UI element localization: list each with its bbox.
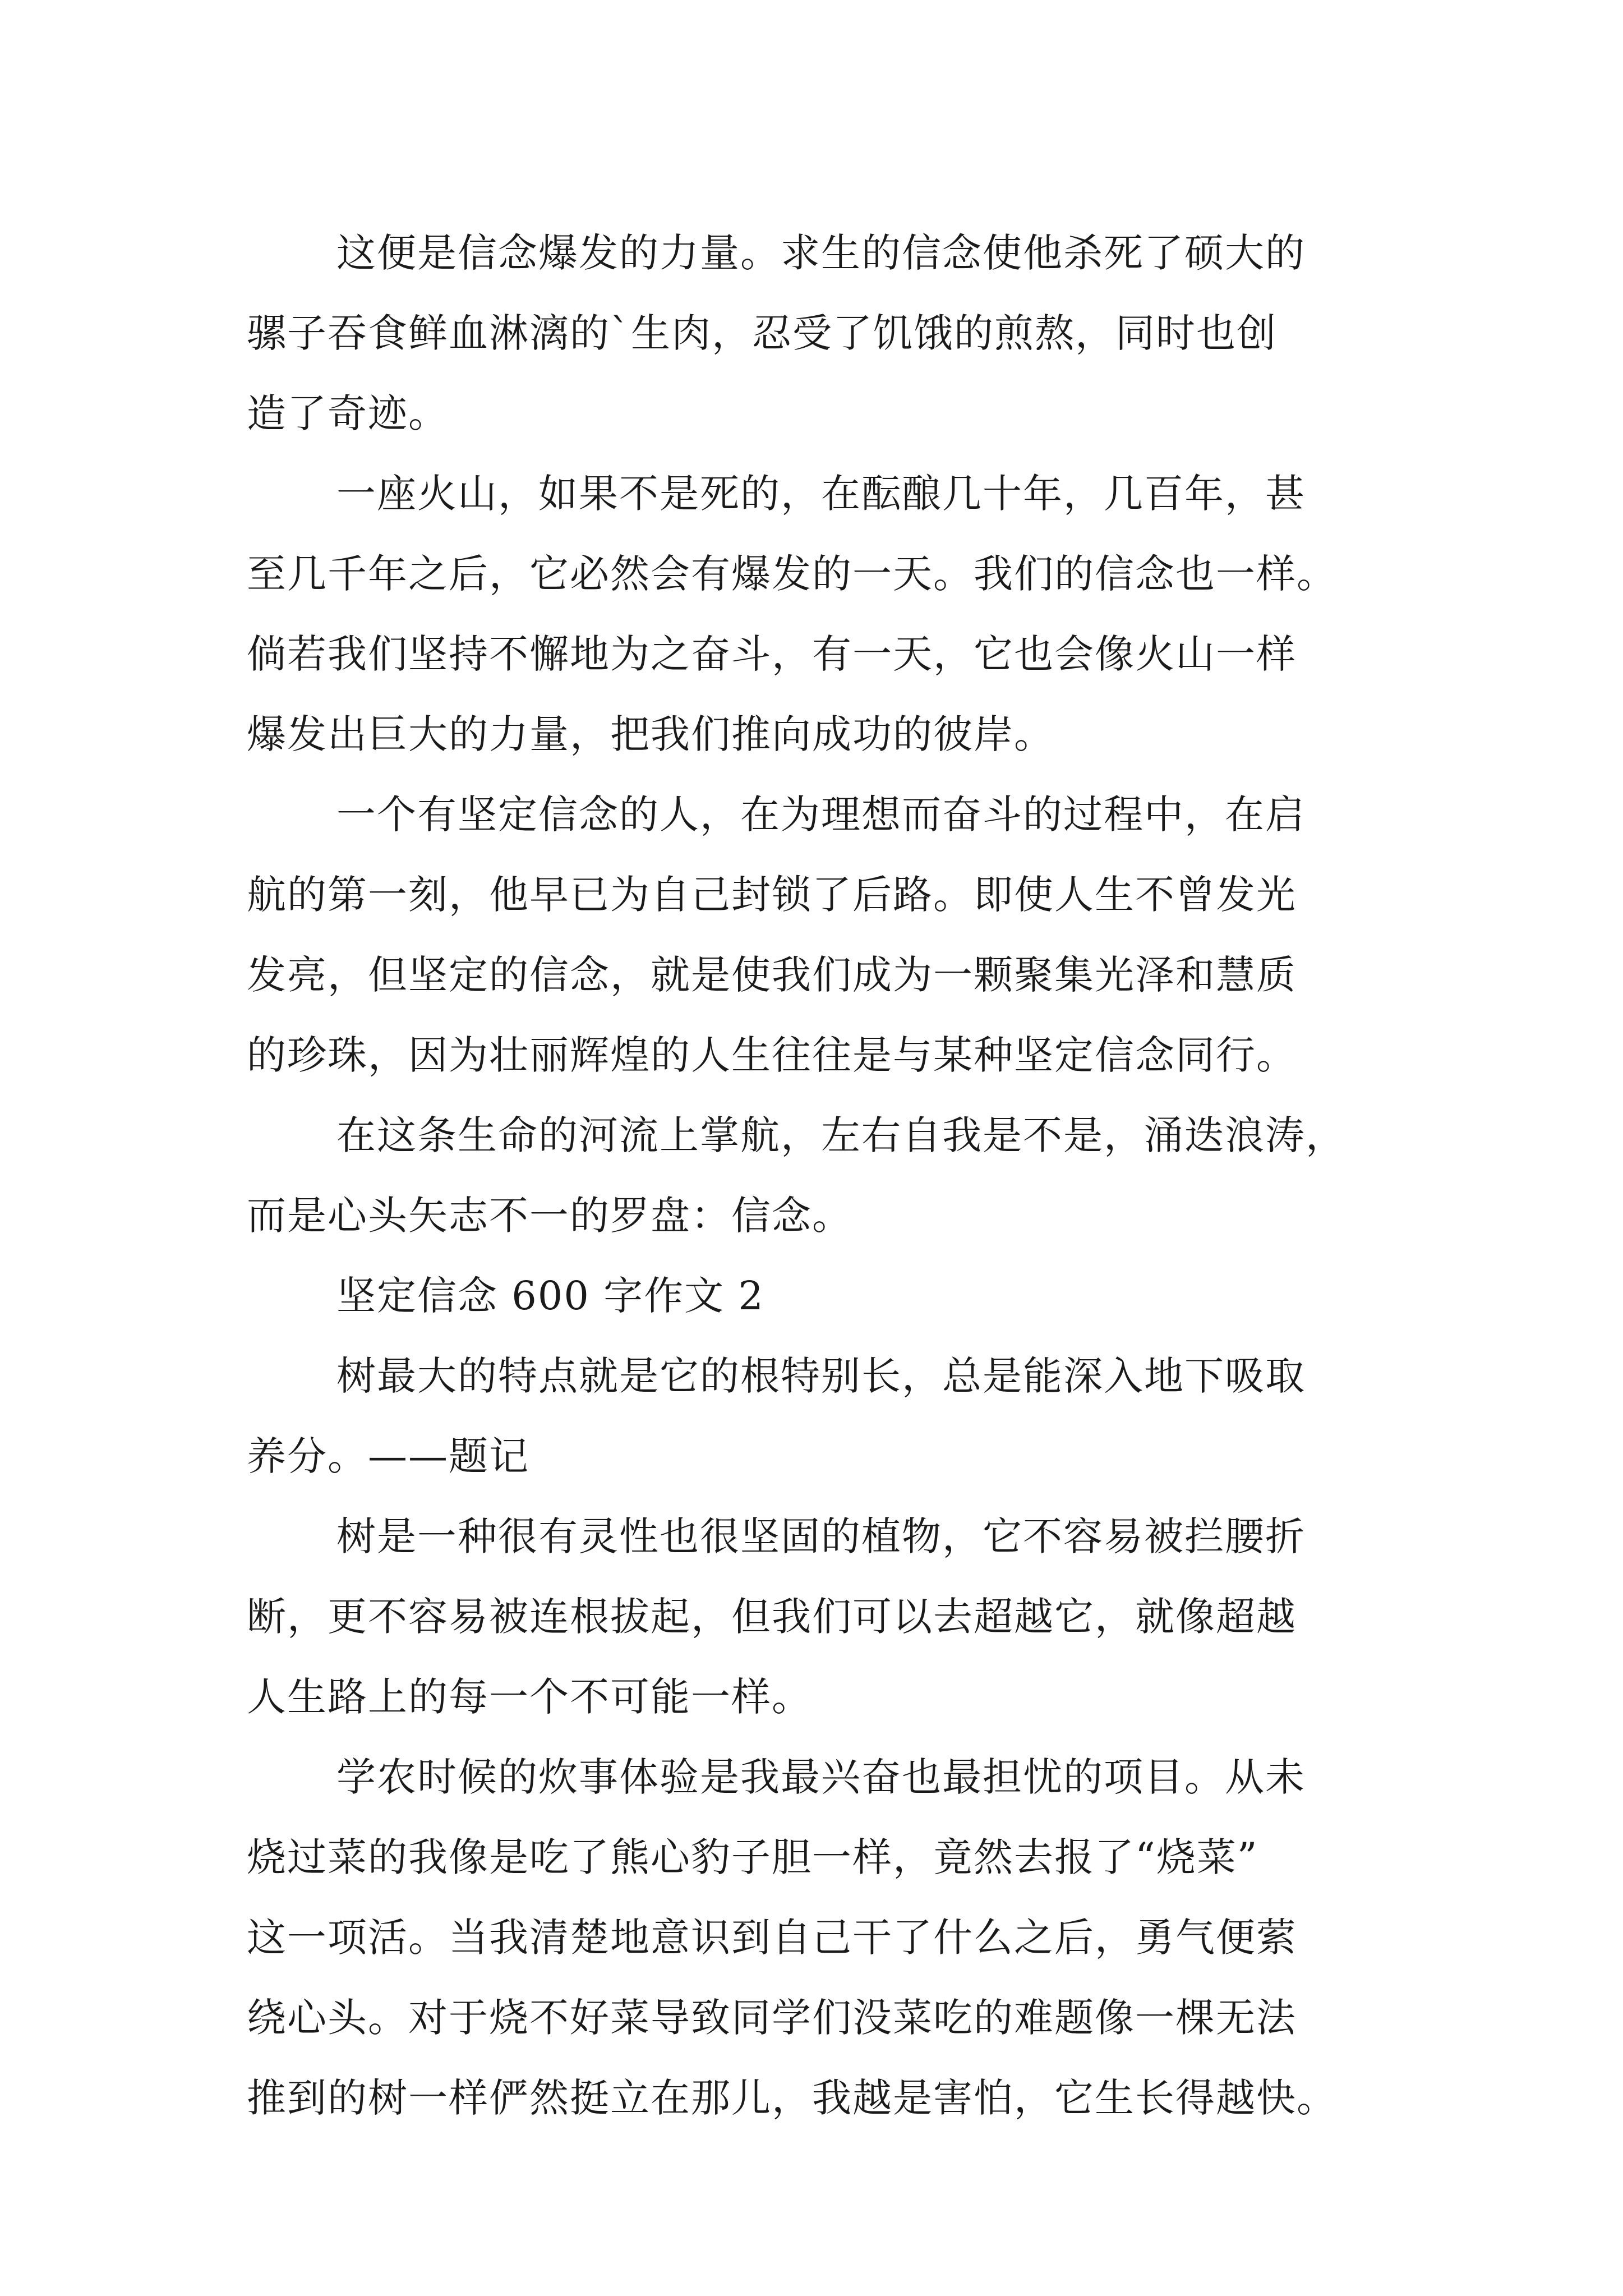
text-line: 在这条生命的河流上掌航，左右自我是不是，涌迭浪涛， <box>336 1112 1346 1158</box>
document-body <box>247 213 1380 2138</box>
text-line: 发亮，但坚定的信念，就是使我们成为一颗聚集光泽和慧质 <box>247 952 1297 998</box>
text-line: 航的第一刻，他早已为自己封锁了后路。即使人生不曾发光 <box>247 872 1297 918</box>
text-line: 人生路上的每一个不可能一样。 <box>247 1674 812 1720</box>
text-line: 这一项活。当我清楚地意识到自己干了什么之后，勇气便萦 <box>247 1915 1297 1961</box>
text-line: 树最大的特点就是它的根特别长，总是能深入地下吸取 <box>336 1353 1306 1399</box>
text-line: 这便是信念爆发的力量。求生的信念使他杀死了硕大的 <box>336 230 1306 276</box>
text-line: 的珍珠，因为壮丽辉煌的人生往往是与某种坚定信念同行。 <box>247 1032 1297 1078</box>
text-line: 绕心头。对于烧不好菜导致同学们没菜吃的难题像一棵无法 <box>247 1995 1297 2041</box>
text-line: 爆发出巨大的力量，把我们推向成功的彼岸。 <box>247 711 1054 757</box>
text-line: 骡子吞食鲜血淋漓的`生肉，忍受了饥饿的煎熬，同时也创 <box>247 310 1277 356</box>
text-line: 而是心头矢志不一的罗盘：信念。 <box>247 1193 852 1239</box>
text-line: 一个有坚定信念的人，在为理想而奋斗的过程中，在启 <box>336 792 1306 838</box>
text-line: 学农时候的炊事体验是我最兴奋也最担忧的项目。从未 <box>336 1754 1306 1800</box>
text-line: 断，更不容易被连根拔起，但我们可以去超越它，就像超越 <box>247 1594 1297 1640</box>
text-line: 坚定信念 600 字作文 2 <box>336 1273 764 1319</box>
text-line: 养分。——题记 <box>247 1433 529 1479</box>
text-line: 倘若我们坚持不懈地为之奋斗，有一天，它也会像火山一样 <box>247 631 1297 677</box>
text-line: 至几千年之后，它必然会有爆发的一天。我们的信念也一样。 <box>247 551 1337 597</box>
text-line: 造了奇迹。 <box>247 390 449 436</box>
text-line: 树是一种很有灵性也很坚固的植物，它不容易被拦腰折 <box>336 1513 1306 1559</box>
text-line: 推到的树一样俨然挺立在那儿，我越是害怕，它生长得越快。 <box>247 2075 1337 2121</box>
text-line: 一座火山，如果不是死的，在酝酿几十年，几百年，甚 <box>336 471 1306 517</box>
text-line: 烧过菜的我像是吃了熊心豹子胆一样，竟然去报了“烧菜” <box>247 1834 1258 1880</box>
